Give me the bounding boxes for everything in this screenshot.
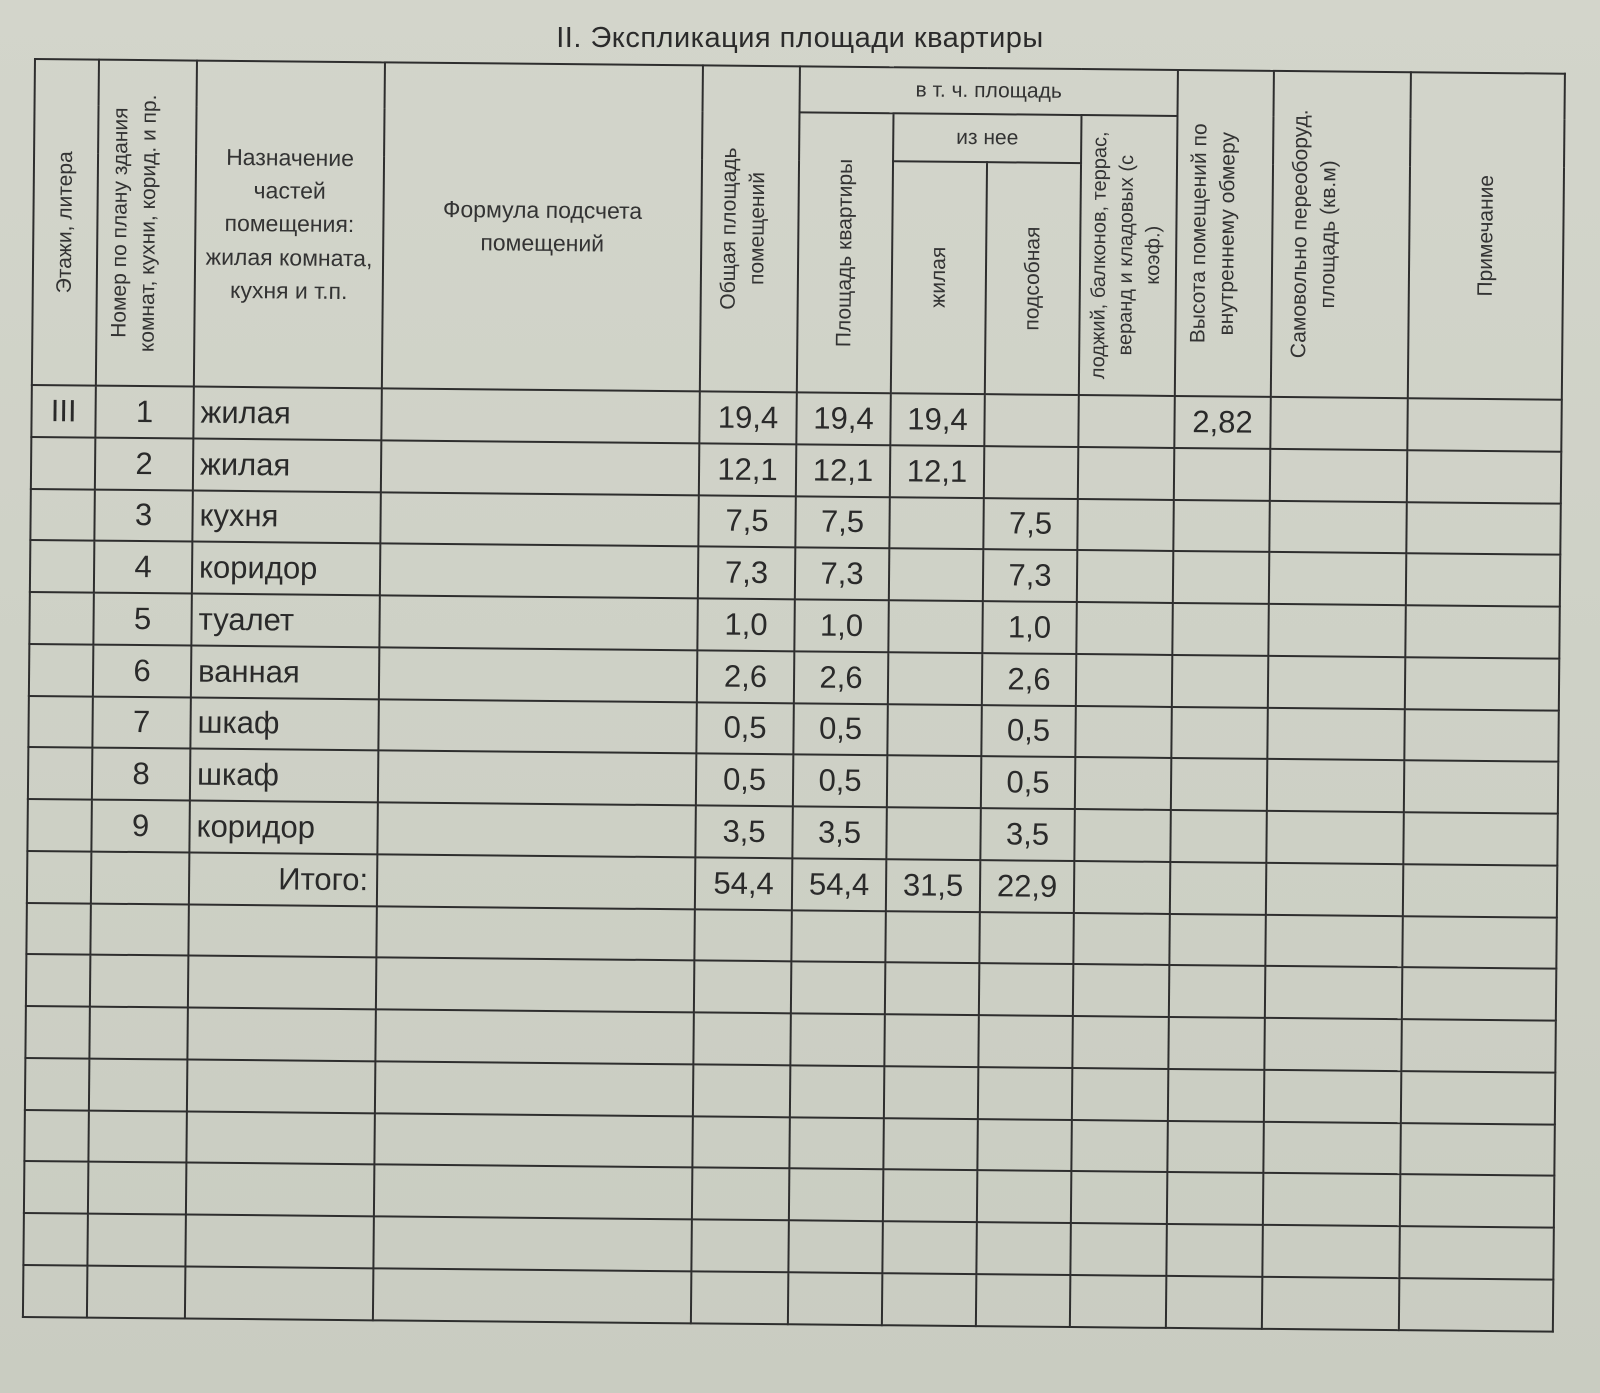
- cell-empty: [979, 964, 1073, 1017]
- cell-formula: [380, 492, 698, 547]
- cell-empty: [185, 1215, 373, 1269]
- cell-floor: [31, 437, 95, 489]
- cell-floor: [28, 747, 92, 799]
- cell-self-area: [1270, 397, 1407, 450]
- cell-living: [889, 549, 983, 602]
- cell-floor: III: [31, 385, 95, 437]
- cell-empty: [186, 1163, 374, 1217]
- cell-self-area: [1266, 811, 1403, 864]
- cell-height: 2,82: [1174, 396, 1270, 449]
- cell-apartment-area: 1,0: [794, 599, 888, 652]
- cell-empty: [87, 1266, 185, 1319]
- cell-total-area: 2,6: [697, 650, 794, 703]
- cell-height: [1170, 810, 1266, 863]
- cell-empty: [374, 1165, 692, 1220]
- cell-floor: [29, 644, 93, 696]
- cell-empty: [375, 1010, 693, 1065]
- header-room-number: Номер по плану здания комнат, кухни, корид. и пр.: [96, 60, 197, 387]
- cell-empty: [1168, 1069, 1264, 1122]
- cell-purpose: туалет: [191, 594, 379, 648]
- cell-empty: [90, 903, 188, 956]
- cell-empty: [1265, 966, 1402, 1019]
- cell-living: [887, 756, 981, 809]
- cell-purpose: кухня: [192, 490, 380, 544]
- cell-empty: [790, 1065, 884, 1118]
- cell-loggias: [1077, 550, 1174, 603]
- cell-empty: [789, 1117, 883, 1170]
- cell-self-area: [1268, 656, 1405, 709]
- cell-living: [886, 807, 980, 860]
- cell-empty: [691, 1271, 788, 1324]
- totals-living: 31,5: [886, 859, 980, 912]
- cell-floor: [30, 489, 94, 541]
- cell-formula: [378, 751, 696, 806]
- cell-living: [888, 600, 982, 653]
- totals-apartment-area: 54,4: [792, 858, 886, 911]
- cell-auxiliary: 1,0: [982, 601, 1076, 654]
- cell-empty: [789, 1169, 883, 1222]
- cell-empty: [1073, 964, 1170, 1017]
- cell-loggias: [1076, 602, 1173, 655]
- cell-height: [1173, 499, 1269, 552]
- cell-auxiliary: 7,3: [983, 549, 1077, 602]
- cell-empty: [89, 1007, 187, 1060]
- totals-total-area: 54,4: [695, 857, 792, 910]
- cell-empty: [1263, 1122, 1400, 1175]
- cell-empty: [1401, 1019, 1555, 1072]
- cell-room-number: 7: [92, 696, 190, 749]
- cell-empty: [885, 911, 979, 964]
- cell-empty: [694, 961, 791, 1014]
- cell-formula: [377, 854, 695, 909]
- cell-self-area: [1268, 604, 1405, 657]
- cell-empty: [1265, 915, 1402, 968]
- cell-formula: [381, 440, 699, 495]
- cell-empty: [1264, 1070, 1401, 1123]
- cell-empty: [1399, 1226, 1553, 1279]
- cell-floor: [27, 851, 91, 903]
- cell-self-area: [1267, 707, 1404, 760]
- cell-self-area: [1270, 449, 1407, 502]
- cell-empty: [1400, 1175, 1554, 1228]
- header-floor: Этажи, литера: [32, 59, 99, 386]
- totals-label: Итого:: [189, 852, 377, 906]
- header-purpose: Назначение частей помещения: жилая комната, кухня и т.п.: [194, 61, 385, 389]
- cell-empty: [24, 1161, 88, 1213]
- cell-auxiliary: 0,5: [981, 705, 1075, 758]
- header-incl-area: в т. ч. площадь: [800, 66, 1178, 116]
- cell-height: [1172, 655, 1268, 708]
- totals-auxiliary: 22,9: [980, 860, 1074, 913]
- cell-apartment-area: 2,6: [794, 651, 888, 704]
- cell-empty: [26, 954, 90, 1006]
- cell-room-number: 5: [93, 593, 191, 646]
- cell-empty: [692, 1116, 789, 1169]
- cell-living: 19,4: [890, 393, 984, 446]
- cell-empty: [978, 1067, 1072, 1120]
- cell-formula: [378, 699, 696, 754]
- cell-empty: [375, 1061, 693, 1116]
- cell-note: [1405, 605, 1559, 658]
- cell-empty: [1169, 965, 1265, 1018]
- cell-purpose: ванная: [191, 645, 379, 699]
- cell-empty: [1167, 1121, 1263, 1174]
- cell-empty: [87, 1214, 185, 1267]
- cell-empty: [883, 1170, 977, 1223]
- cell-empty: [1401, 1071, 1555, 1124]
- cell-empty: [691, 1220, 788, 1273]
- header-note: Примечание: [1408, 72, 1565, 399]
- cell-living: [887, 704, 981, 757]
- cell-empty: [188, 956, 376, 1010]
- cell-empty: [1169, 914, 1265, 967]
- cell-purpose: шкаф: [190, 749, 378, 803]
- cell-empty: [1166, 1224, 1262, 1277]
- cell-floor: [30, 540, 94, 592]
- cell-loggias: [1078, 447, 1175, 500]
- cell-apartment-area: 3,5: [792, 806, 886, 859]
- cell-empty: [1263, 1173, 1400, 1226]
- cell-empty: [788, 1272, 882, 1325]
- cell-loggias: [1074, 809, 1171, 862]
- cell-empty: [187, 1059, 375, 1113]
- cell-empty: [23, 1265, 87, 1318]
- cell-empty: [1074, 861, 1171, 914]
- cell-auxiliary: 7,5: [983, 498, 1077, 551]
- cell-note: [1403, 812, 1557, 865]
- cell-total-area: 3,5: [695, 806, 792, 859]
- explication-table: [22, 58, 1566, 1333]
- cell-empty: [1167, 1172, 1263, 1225]
- cell-floor: [27, 799, 91, 851]
- cell-formula: [381, 388, 699, 443]
- cell-auxiliary: [984, 446, 1078, 499]
- table-body: [23, 385, 1562, 1332]
- cell-self-area: [1267, 759, 1404, 812]
- header-self-area: Самовольно переоборуд. площадь (кв.м): [1271, 71, 1411, 398]
- cell-empty: [788, 1221, 882, 1274]
- cell-empty: [1070, 1223, 1167, 1276]
- cell-loggias: [1078, 395, 1175, 448]
- cell-empty: [1166, 1276, 1262, 1329]
- cell-apartment-area: 12,1: [796, 444, 890, 497]
- header-apartment-area: Площадь квартиры: [797, 112, 894, 393]
- cell-empty: [976, 1274, 1070, 1327]
- cell-self-area: [1269, 500, 1406, 553]
- cell-height: [1172, 603, 1268, 656]
- cell-height: [1174, 448, 1270, 501]
- cell-note: [1404, 709, 1558, 762]
- cell-empty: [1072, 1016, 1169, 1069]
- cell-empty: [883, 1118, 977, 1171]
- cell-empty: [1400, 1123, 1554, 1176]
- cell-empty: [185, 1267, 373, 1321]
- cell-empty: [1070, 1275, 1167, 1328]
- cell-room-number: 3: [94, 489, 192, 542]
- cell-loggias: [1077, 499, 1174, 552]
- cell-empty: [90, 955, 188, 1008]
- cell-empty: [1266, 863, 1403, 916]
- cell-empty: [188, 904, 376, 958]
- cell-empty: [979, 912, 1073, 965]
- cell-empty: [25, 1058, 89, 1110]
- cell-loggias: [1076, 654, 1173, 707]
- header-living: жилая: [891, 161, 987, 394]
- cell-height: [1171, 707, 1267, 760]
- explication-table-wrapper: [22, 58, 1564, 1333]
- cell-empty: [89, 1059, 187, 1112]
- cell-empty: [23, 1213, 87, 1265]
- cell-formula: [379, 595, 697, 650]
- cell-formula: [377, 802, 695, 857]
- cell-apartment-area: 7,5: [795, 496, 889, 549]
- cell-auxiliary: 0,5: [981, 756, 1075, 809]
- cell-total-area: 12,1: [699, 443, 796, 496]
- cell-formula: [380, 544, 698, 599]
- cell-living: [889, 497, 983, 550]
- cell-empty: [790, 1013, 884, 1066]
- cell-empty: [978, 1015, 1072, 1068]
- cell-self-area: [1269, 552, 1406, 605]
- cell-empty: [376, 958, 694, 1013]
- cell-empty: [88, 1162, 186, 1215]
- cell-loggias: [1075, 757, 1172, 810]
- header-formula: Формула подсчета помещений: [382, 62, 703, 391]
- cell-empty: [1264, 1018, 1401, 1071]
- cell-note: [1407, 398, 1561, 451]
- cell-empty: [374, 1113, 692, 1168]
- cell-empty: [1402, 916, 1556, 969]
- cell-apartment-area: 19,4: [796, 392, 890, 445]
- cell-empty: [187, 1008, 375, 1062]
- cell-empty: [1402, 968, 1556, 1021]
- cell-total-area: 1,0: [697, 598, 794, 651]
- cell-living: [888, 652, 982, 705]
- cell-room-number: 8: [92, 748, 190, 801]
- cell-total-area: 7,5: [698, 495, 795, 548]
- cell-total-area: 0,5: [696, 754, 793, 807]
- header-auxiliary: подсобная: [985, 162, 1081, 395]
- cell-empty: [1262, 1225, 1399, 1278]
- cell-room-number: 2: [95, 437, 193, 490]
- header-loggias: лоджий, балконов, террас, веранд и кладовых (с коэф.): [1079, 115, 1178, 396]
- cell-note: [1405, 657, 1559, 710]
- header-of-which: из нее: [893, 113, 1081, 163]
- cell-empty: [373, 1217, 691, 1272]
- header-total-area: Общая площадь помещений: [700, 65, 800, 392]
- cell-auxiliary: [984, 394, 1078, 447]
- cell-empty: [88, 1110, 186, 1163]
- cell-room-number: 6: [93, 644, 191, 697]
- cell-empty: [884, 1066, 978, 1119]
- cell-purpose: коридор: [189, 801, 377, 855]
- cell-note: [1406, 502, 1560, 555]
- cell-apartment-area: 7,3: [795, 548, 889, 601]
- document-title: II. Экспликация площади квартиры: [556, 22, 1044, 54]
- cell-empty: [977, 1171, 1071, 1224]
- cell-empty: [373, 1268, 691, 1323]
- cell-room-number: [91, 851, 189, 904]
- cell-height: [1173, 551, 1269, 604]
- cell-empty: [694, 909, 791, 962]
- cell-empty: [1071, 1171, 1168, 1224]
- cell-empty: [1168, 1017, 1264, 1070]
- cell-purpose: шкаф: [190, 697, 378, 751]
- cell-empty: [693, 1013, 790, 1066]
- cell-empty: [693, 1064, 790, 1117]
- cell-total-area: 19,4: [699, 391, 796, 444]
- cell-note: [1404, 761, 1558, 814]
- cell-empty: [884, 1014, 978, 1067]
- cell-empty: [1170, 862, 1266, 915]
- cell-living: 12,1: [890, 445, 984, 498]
- cell-empty: [26, 903, 90, 955]
- cell-empty: [882, 1221, 976, 1274]
- cell-empty: [24, 1110, 88, 1162]
- cell-room-number: 4: [94, 541, 192, 594]
- cell-empty: [1399, 1278, 1553, 1331]
- cell-empty: [1072, 1068, 1169, 1121]
- cell-note: [1407, 450, 1561, 503]
- cell-total-area: 0,5: [696, 702, 793, 755]
- cell-empty: [976, 1222, 1070, 1275]
- cell-empty: [186, 1111, 374, 1165]
- cell-floor: [28, 696, 92, 748]
- cell-purpose: жилая: [193, 387, 381, 441]
- cell-floor: [29, 592, 93, 644]
- cell-loggias: [1075, 706, 1172, 759]
- cell-auxiliary: 2,6: [982, 653, 1076, 706]
- cell-height: [1171, 758, 1267, 811]
- cell-purpose: жилая: [193, 438, 381, 492]
- cell-auxiliary: 3,5: [980, 808, 1074, 861]
- cell-empty: [1071, 1120, 1168, 1173]
- cell-empty: [1073, 913, 1170, 966]
- cell-empty: [791, 962, 885, 1015]
- cell-note: [1406, 553, 1560, 606]
- cell-empty: [791, 910, 885, 963]
- cell-room-number: 9: [91, 800, 189, 853]
- cell-empty: [1403, 864, 1557, 917]
- cell-purpose: коридор: [192, 542, 380, 596]
- cell-empty: [376, 906, 694, 961]
- cell-empty: [882, 1273, 976, 1326]
- cell-empty: [692, 1168, 789, 1221]
- cell-room-number: 1: [95, 386, 193, 439]
- cell-empty: [25, 1006, 89, 1058]
- cell-total-area: 7,3: [698, 547, 795, 600]
- cell-apartment-area: 0,5: [793, 703, 887, 756]
- cell-empty: [885, 963, 979, 1016]
- header-height: Высота помещений по внутреннему обмеру: [1175, 70, 1274, 397]
- cell-apartment-area: 0,5: [793, 755, 887, 808]
- cell-empty: [1262, 1277, 1399, 1330]
- cell-empty: [977, 1119, 1071, 1172]
- cell-formula: [379, 647, 697, 702]
